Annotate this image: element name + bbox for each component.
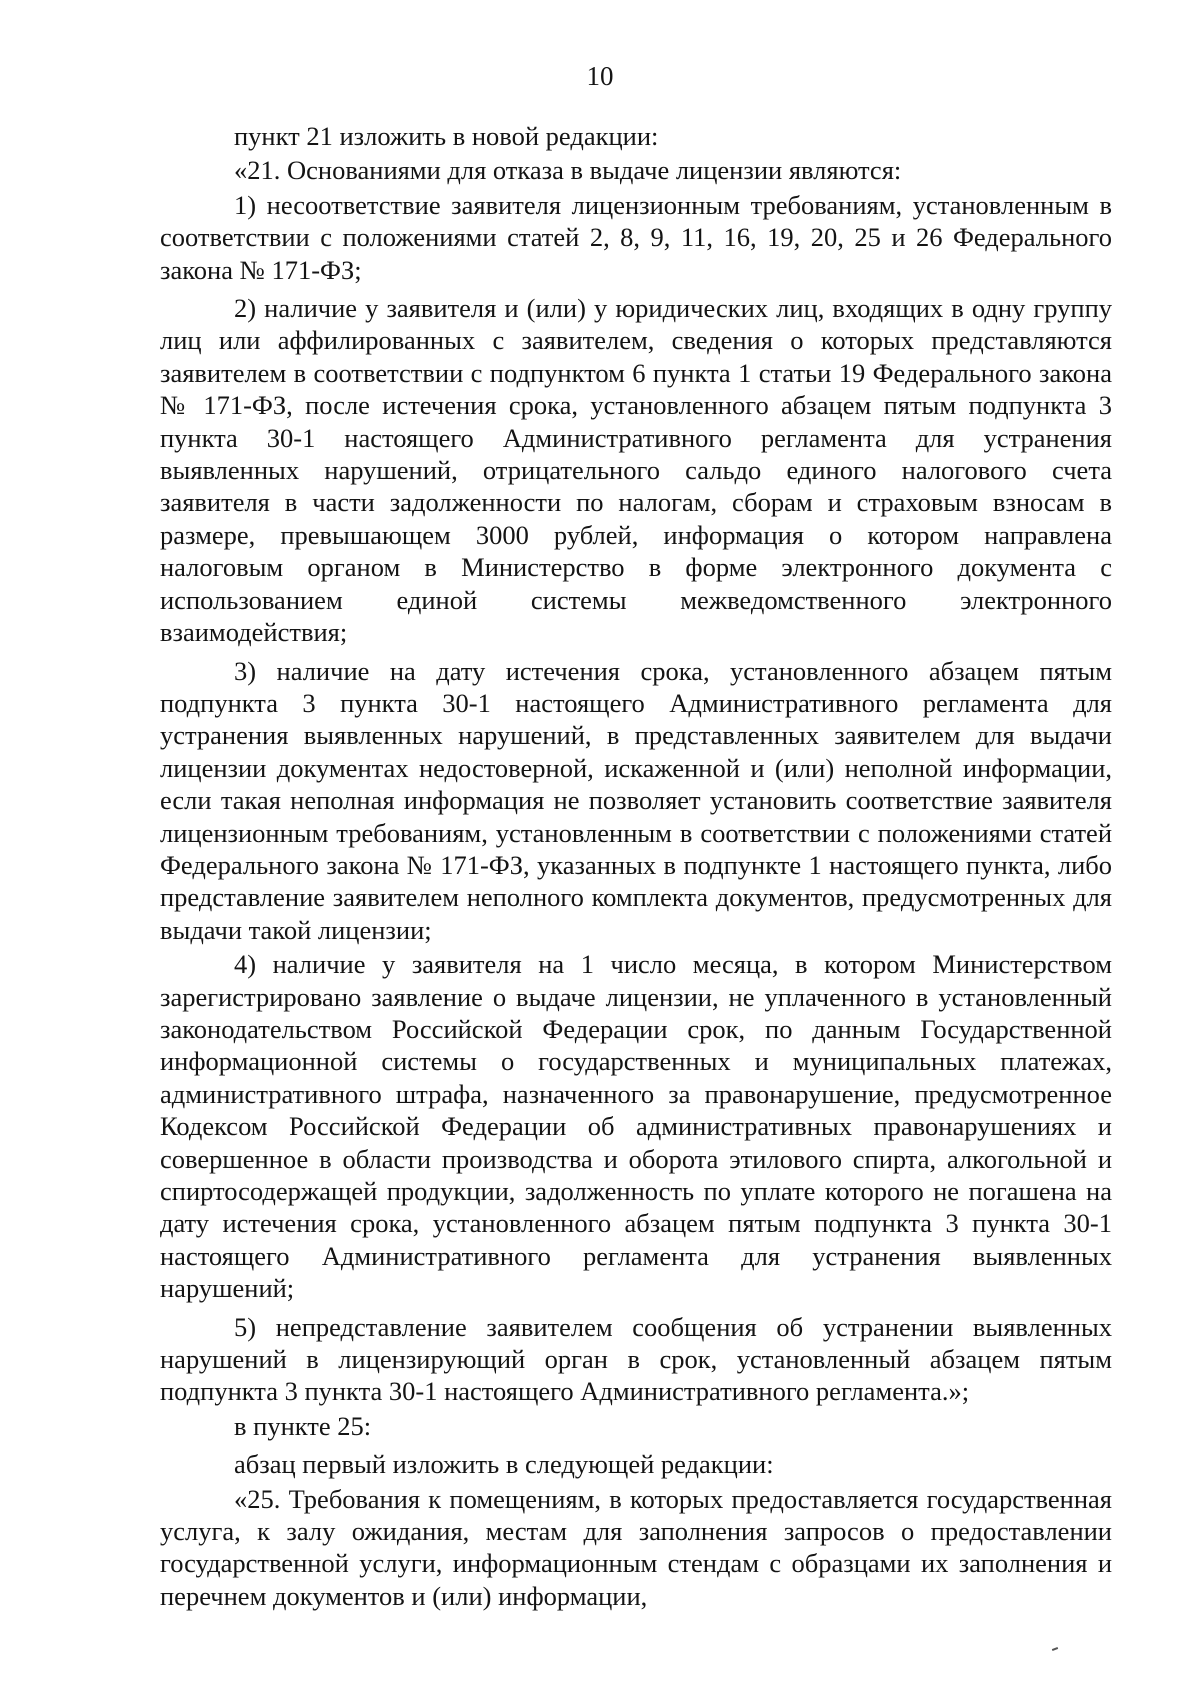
scan-mark (1052, 1647, 1058, 1651)
paragraph-point-25: в пункте 25: (234, 1410, 372, 1441)
page-number: 10 (586, 61, 614, 91)
paragraph-item-5: 5) непредставление заявителем сообщения об устранении выявленных нарушений в лицензирующий орган в срок, установленный абзацем пятым подпункта 3 пункта 30-1 настоящего Административного регламента.»; (160, 1311, 1112, 1407)
paragraph-instruction: абзац первый изложить в следующей редакции: (234, 1449, 774, 1480)
paragraph-heading-25: «25. Требования к помещениям, в которых предоставляется государственная услуга, к залу ожидания, местам для заполнения запросов о предоставлении государственной услуги, информационным стендам с образцами их заполнения и перечнем документов и (или) информации, (160, 1483, 1112, 1611)
paragraph-item-2: 2) наличие у заявителя и (или) у юридических лиц, входящих в одну группу лиц или аффилированных с заявителем, сведения о которых представляются заявителем в соответствии с подпунктом 6 пункта 1 статьи 19 Федерального закона № 171-ФЗ, после истечения срока, установленного абзацем пятым подпункта 3 пункта 30-1 настоящего Административного регламента для устранения выявленных нарушений, отрицательного сальдо единого налогового счета заявителя в части задолженности по налогам, сборам и страховым взносам в размере, превышающем 3000 рублей, информация о котором направлена налоговым органом в Министерство в форме электронного документа с использованием единой системы межведомственного электронного взаимодействия; (160, 293, 1112, 648)
paragraph-item-1: 1) несоответствие заявителя лицензионным требованиям, установленным в соответствии с положениями статей 2, 8, 9, 11, 16, 19, 20, 25 и 26 Федерального закона № 171-ФЗ; (160, 189, 1112, 285)
document-body (160, 120, 1112, 1612)
paragraph-item-4: 4) наличие у заявителя на 1 число месяца, в котором Министерством зарегистрировано заявление о выдаче лицензии, не уплаченного в установленный законодательством Российской Федерации срок, по данным Государственной информационной системы о государственных и муниципальных платежах, административного штрафа, назначенного за правонарушение, предусмотренное Кодексом Российской Федерации об административных правонарушениях и совершенное в области производства и оборота этилового спирта, алкогольной и спиртосодержащей продукции, задолженность по уплате которого не погашена на дату истечения срока, установленного абзацем пятым подпункта 3 пункта 30-1 настоящего Административного регламента для устранения выявленных нарушений; (160, 949, 1112, 1304)
paragraph-intro: пункт 21 изложить в новой редакции: (234, 121, 659, 151)
paragraph-item-3: 3) наличие на дату истечения срока, установленного абзацем пятым подпункта 3 пункта 30-1 настоящего Административного регламента для устранения выявленных нарушений, в представленных заявителем для выдачи лицензии документах недостоверной, искаженной и (или) неполной информации, если такая неполная информация не позволяет установить соответствие заявителя лицензионным требованиям, установленным в соответствии с положениями статей Федерального закона № 171-ФЗ, указанных в подпункте 1 настоящего пункта, либо представление заявителем неполного комплекта документов, предусмотренных для выдачи такой лицензии; (160, 655, 1112, 945)
paragraph-heading-21: «21. Основаниями для отказа в выдаче лицензии являются: (234, 155, 902, 186)
